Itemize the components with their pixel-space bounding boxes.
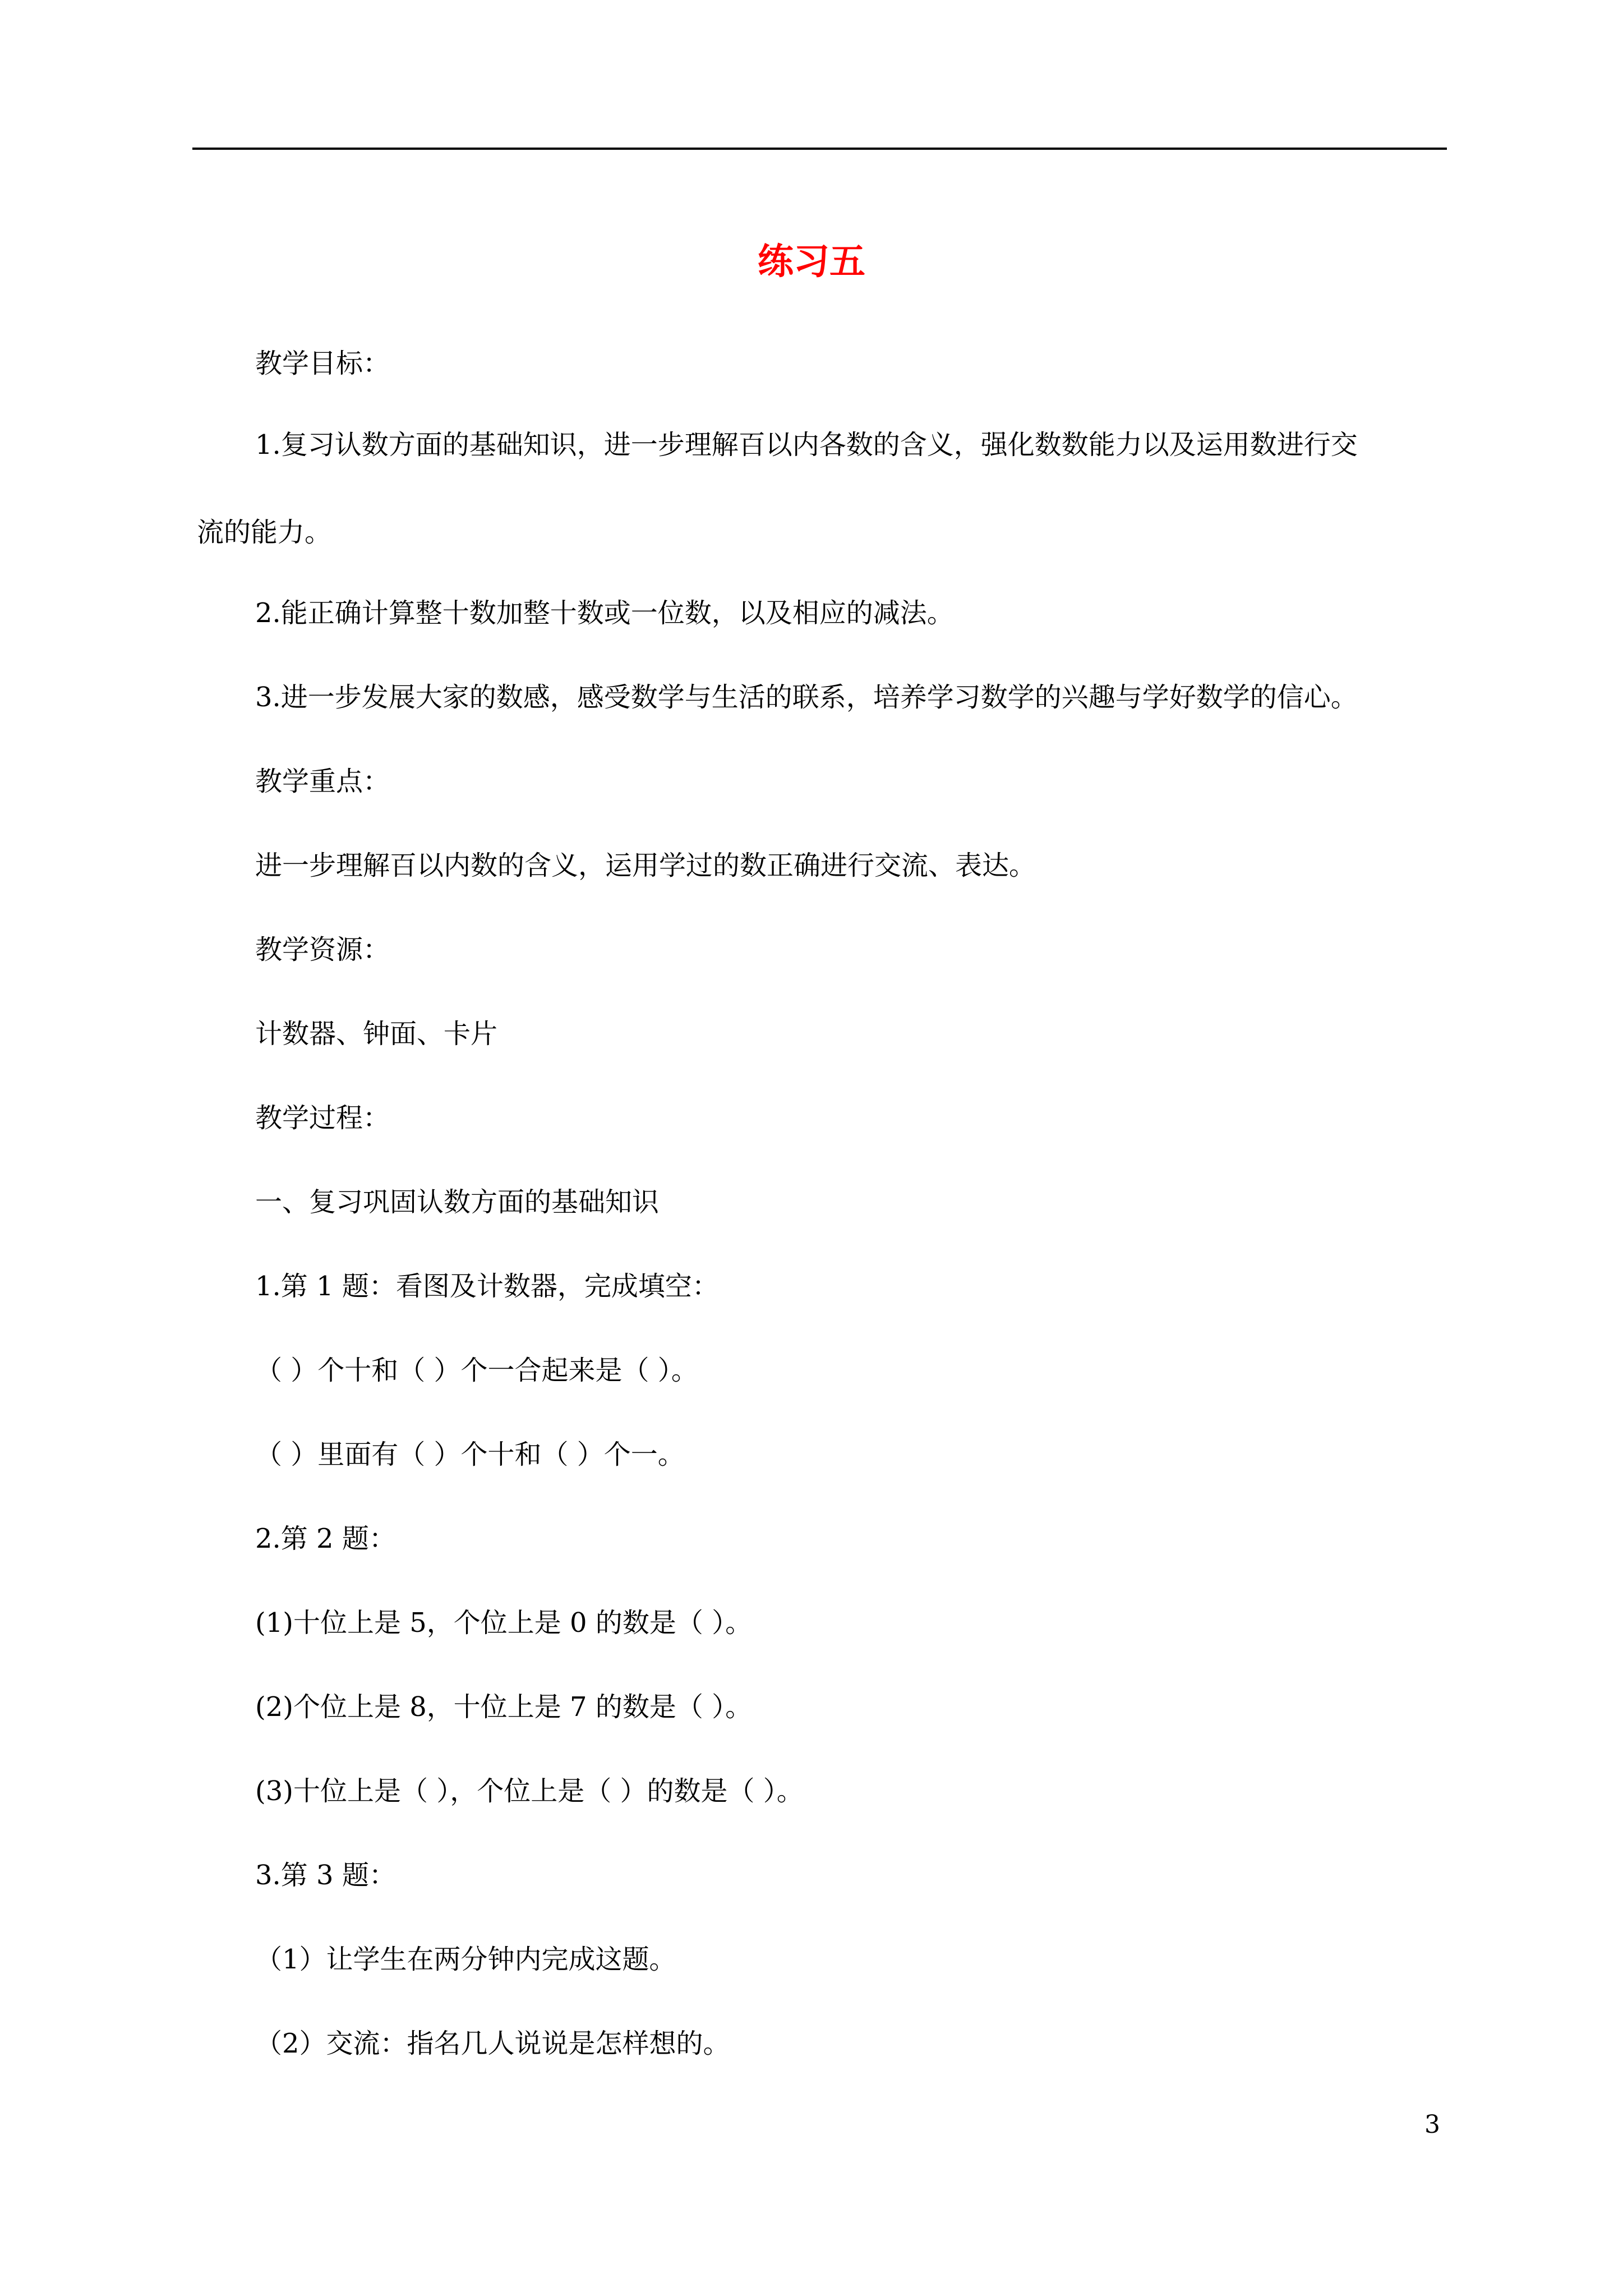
objective-1-line-2: 流的能力。 — [197, 517, 332, 548]
page-title: 练习五 — [758, 241, 865, 283]
exercise-3-heading: 3.第 3 题： — [255, 1860, 396, 1891]
key-point-text: 进一步理解百以内数的含义，运用学过的数正确进行交流、表达。 — [255, 850, 1036, 881]
header-rule — [192, 148, 1447, 150]
section-heading-objectives: 教学目标： — [255, 348, 390, 379]
resources-text: 计数器、钟面、卡片 — [255, 1018, 498, 1050]
exercise-2-item-2: (2)个位上是 8，十位上是 7 的数是（ ）。 — [255, 1691, 753, 1723]
exercise-1-blank-2: （ ）里面有（ ）个十和（ ）个一。 — [255, 1439, 685, 1470]
exercise-1-blank-1: （ ）个十和（ ）个一合起来是（ ）。 — [255, 1355, 698, 1386]
exercise-3-item-2: （2）交流：指名几人说说是怎样想的。 — [255, 2028, 730, 2059]
objective-1-line-1: 1.复习认数方面的基础知识，进一步理解百以内各数的含义，强化数数能力以及运用数进行交 — [255, 429, 1358, 461]
exercise-2-item-3: (3)十位上是（ ），个位上是（ ）的数是（ ）。 — [255, 1775, 804, 1807]
objective-3: 3.进一步发展大家的数感，感受数学与生活的联系，培养学习数学的兴趣与学好数学的信心。 — [255, 682, 1358, 713]
exercise-3-item-1: （1）让学生在两分钟内完成这题。 — [255, 1944, 676, 1975]
section-heading-resources: 教学资源： — [255, 934, 390, 965]
exercise-2-item-1: (1)十位上是 5，个位上是 0 的数是（ ）。 — [255, 1607, 753, 1639]
objective-1 — [197, 427, 1447, 550]
section-heading-process: 教学过程： — [255, 1102, 390, 1134]
part-1-heading: 一、复习巩固认数方面的基础知识 — [255, 1186, 660, 1218]
page-number: 3 — [1424, 2110, 1440, 2139]
section-heading-key-points: 教学重点： — [255, 766, 390, 797]
objective-2: 2.能正确计算整十数加整十数或一位数，以及相应的减法。 — [255, 597, 954, 629]
exercise-1-heading: 1.第 1 题：看图及计数器，完成填空： — [255, 1271, 719, 1302]
exercise-2-heading: 2.第 2 题： — [255, 1523, 396, 1554]
